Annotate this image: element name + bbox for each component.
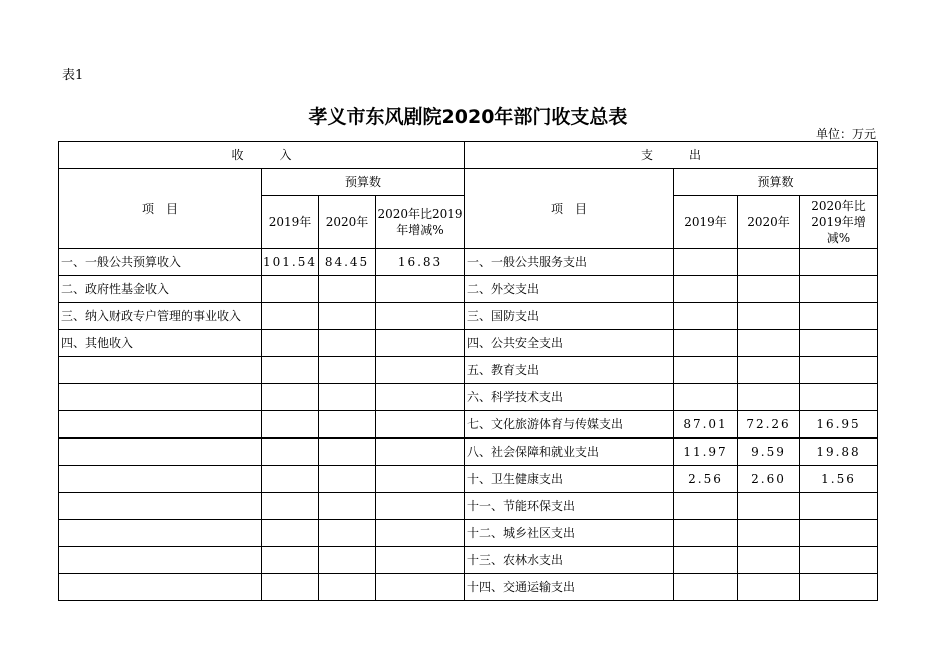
- expense-change-cell: [800, 303, 878, 330]
- expense-item-cell: 十四、交通运输支出: [465, 574, 674, 601]
- expense-budget-header: 预算数: [674, 169, 878, 196]
- expense-2019-cell: [674, 547, 738, 574]
- expense-item-cell: 十二、城乡社区支出: [465, 520, 674, 547]
- expense-change-cell: [800, 574, 878, 601]
- income-2020-cell: [319, 547, 376, 574]
- income-change-cell: [376, 466, 465, 493]
- expense-item-cell: 十一、节能环保支出: [465, 493, 674, 520]
- expense-2019-cell: [674, 276, 738, 303]
- income-2019-cell: [262, 438, 319, 466]
- income-2020-cell: [319, 520, 376, 547]
- expense-2020-cell: [738, 303, 800, 330]
- income-change-header: 2020年比2019年增减%: [376, 196, 465, 249]
- table-row: [59, 330, 878, 357]
- income-item-cell: [59, 493, 262, 520]
- expense-2019-cell: [674, 303, 738, 330]
- expense-2020-cell: [738, 357, 800, 384]
- income-item-cell: [59, 438, 262, 466]
- income-change-cell: [376, 411, 465, 439]
- sheet-label: 表1: [62, 68, 84, 83]
- expense-2019-cell: [674, 520, 738, 547]
- income-2020-cell: [319, 466, 376, 493]
- expense-item-cell: 六、科学技术支出: [465, 384, 674, 411]
- budget-table: [58, 141, 878, 601]
- expense-change-cell: [800, 547, 878, 574]
- expense-change-cell: 19.88: [800, 438, 878, 466]
- table-row: [59, 357, 878, 384]
- expense-item-cell: 十三、农林水支出: [465, 547, 674, 574]
- income-2020-cell: [319, 330, 376, 357]
- income-change-cell: [376, 357, 465, 384]
- table-row: [59, 520, 878, 547]
- income-2020-cell: [319, 438, 376, 466]
- expense-2019-cell: [674, 574, 738, 601]
- expense-change-cell: [800, 493, 878, 520]
- expense-2020-cell: 72.26: [738, 411, 800, 439]
- income-2020-cell: [319, 493, 376, 520]
- expense-item-cell: 十、卫生健康支出: [465, 466, 674, 493]
- expense-change-cell: [800, 276, 878, 303]
- income-change-cell: [376, 438, 465, 466]
- expense-2019-cell: [674, 384, 738, 411]
- income-2019-cell: [262, 574, 319, 601]
- expense-2019-cell: 2.56: [674, 466, 738, 493]
- table-row: [59, 438, 878, 466]
- income-2019-cell: [262, 493, 319, 520]
- expense-change-header: 2020年比2019年增减%: [800, 196, 878, 249]
- income-2020-cell: [319, 357, 376, 384]
- table-row: [59, 384, 878, 411]
- table-row: [59, 276, 878, 303]
- income-change-cell: [376, 384, 465, 411]
- expense-2020-cell: 9.59: [738, 438, 800, 466]
- income-change-cell: 16.83: [376, 249, 465, 276]
- income-2019-cell: [262, 520, 319, 547]
- expense-change-cell: [800, 330, 878, 357]
- income-2019-cell: [262, 276, 319, 303]
- expense-2019-header: 2019年: [674, 196, 738, 249]
- expense-2019-cell: [674, 330, 738, 357]
- income-2019-cell: [262, 357, 319, 384]
- income-change-cell: [376, 276, 465, 303]
- income-item-cell: 一、一般公共预算收入: [59, 249, 262, 276]
- expense-item-cell: 二、外交支出: [465, 276, 674, 303]
- expense-2020-cell: [738, 249, 800, 276]
- table-row: [59, 466, 878, 493]
- income-2020-cell: [319, 276, 376, 303]
- expense-item-header: 项 目: [465, 169, 674, 249]
- income-header: 收 入: [59, 142, 465, 169]
- expense-2020-cell: [738, 384, 800, 411]
- expense-item-cell: 三、国防支出: [465, 303, 674, 330]
- income-2019-cell: 101.54: [262, 249, 319, 276]
- income-2020-cell: 84.45: [319, 249, 376, 276]
- income-2020-cell: [319, 574, 376, 601]
- expense-2020-cell: [738, 330, 800, 357]
- table-row: [59, 249, 878, 276]
- income-2020-cell: [319, 384, 376, 411]
- expense-item-cell: 八、社会保障和就业支出: [465, 438, 674, 466]
- expense-2019-cell: [674, 249, 738, 276]
- expense-2019-cell: 87.01: [674, 411, 738, 439]
- expense-change-cell: [800, 249, 878, 276]
- expense-change-cell: [800, 384, 878, 411]
- expense-2020-cell: [738, 493, 800, 520]
- income-2019-cell: [262, 411, 319, 439]
- income-item-header: 项 目: [59, 169, 262, 249]
- income-item-cell: 二、政府性基金收入: [59, 276, 262, 303]
- expense-change-cell: 16.95: [800, 411, 878, 439]
- income-item-cell: [59, 384, 262, 411]
- income-2019-header: 2019年: [262, 196, 319, 249]
- expense-item-cell: 四、公共安全支出: [465, 330, 674, 357]
- income-2019-cell: [262, 330, 319, 357]
- income-2020-cell: [319, 411, 376, 439]
- expense-change-cell: 1.56: [800, 466, 878, 493]
- page-title: 孝义市东风剧院2020年部门收支总表: [308, 106, 628, 128]
- income-item-cell: [59, 574, 262, 601]
- income-item-cell: 四、其他收入: [59, 330, 262, 357]
- income-item-cell: [59, 466, 262, 493]
- expense-item-cell: 五、教育支出: [465, 357, 674, 384]
- table-row: [59, 303, 878, 330]
- expense-header: 支 出: [465, 142, 878, 169]
- income-change-cell: [376, 520, 465, 547]
- income-budget-header: 预算数: [262, 169, 465, 196]
- income-2019-cell: [262, 303, 319, 330]
- income-2020-cell: [319, 303, 376, 330]
- income-change-cell: [376, 574, 465, 601]
- expense-change-cell: [800, 520, 878, 547]
- income-item-cell: 三、纳入财政专户管理的事业收入: [59, 303, 262, 330]
- table-row: [59, 411, 878, 439]
- table-row: [59, 547, 878, 574]
- income-item-cell: [59, 547, 262, 574]
- income-item-cell: [59, 357, 262, 384]
- expense-2020-header: 2020年: [738, 196, 800, 249]
- expense-2019-cell: [674, 357, 738, 384]
- expense-change-cell: [800, 357, 878, 384]
- table-row: [59, 493, 878, 520]
- income-change-cell: [376, 493, 465, 520]
- income-2019-cell: [262, 384, 319, 411]
- income-item-cell: [59, 411, 262, 439]
- expense-2019-cell: 11.97: [674, 438, 738, 466]
- expense-2020-cell: [738, 276, 800, 303]
- income-change-cell: [376, 303, 465, 330]
- table-row: [59, 574, 878, 601]
- expense-2019-cell: [674, 493, 738, 520]
- expense-item-cell: 一、一般公共服务支出: [465, 249, 674, 276]
- income-2019-cell: [262, 547, 319, 574]
- expense-item-cell: 七、文化旅游体育与传媒支出: [465, 411, 674, 439]
- expense-2020-cell: [738, 547, 800, 574]
- expense-2020-cell: [738, 520, 800, 547]
- unit-label: 单位：万元: [815, 127, 876, 141]
- income-2020-header: 2020年: [319, 196, 376, 249]
- income-item-cell: [59, 520, 262, 547]
- income-2019-cell: [262, 466, 319, 493]
- income-change-cell: [376, 547, 465, 574]
- expense-2020-cell: 2.60: [738, 466, 800, 493]
- expense-2020-cell: [738, 574, 800, 601]
- income-change-cell: [376, 330, 465, 357]
